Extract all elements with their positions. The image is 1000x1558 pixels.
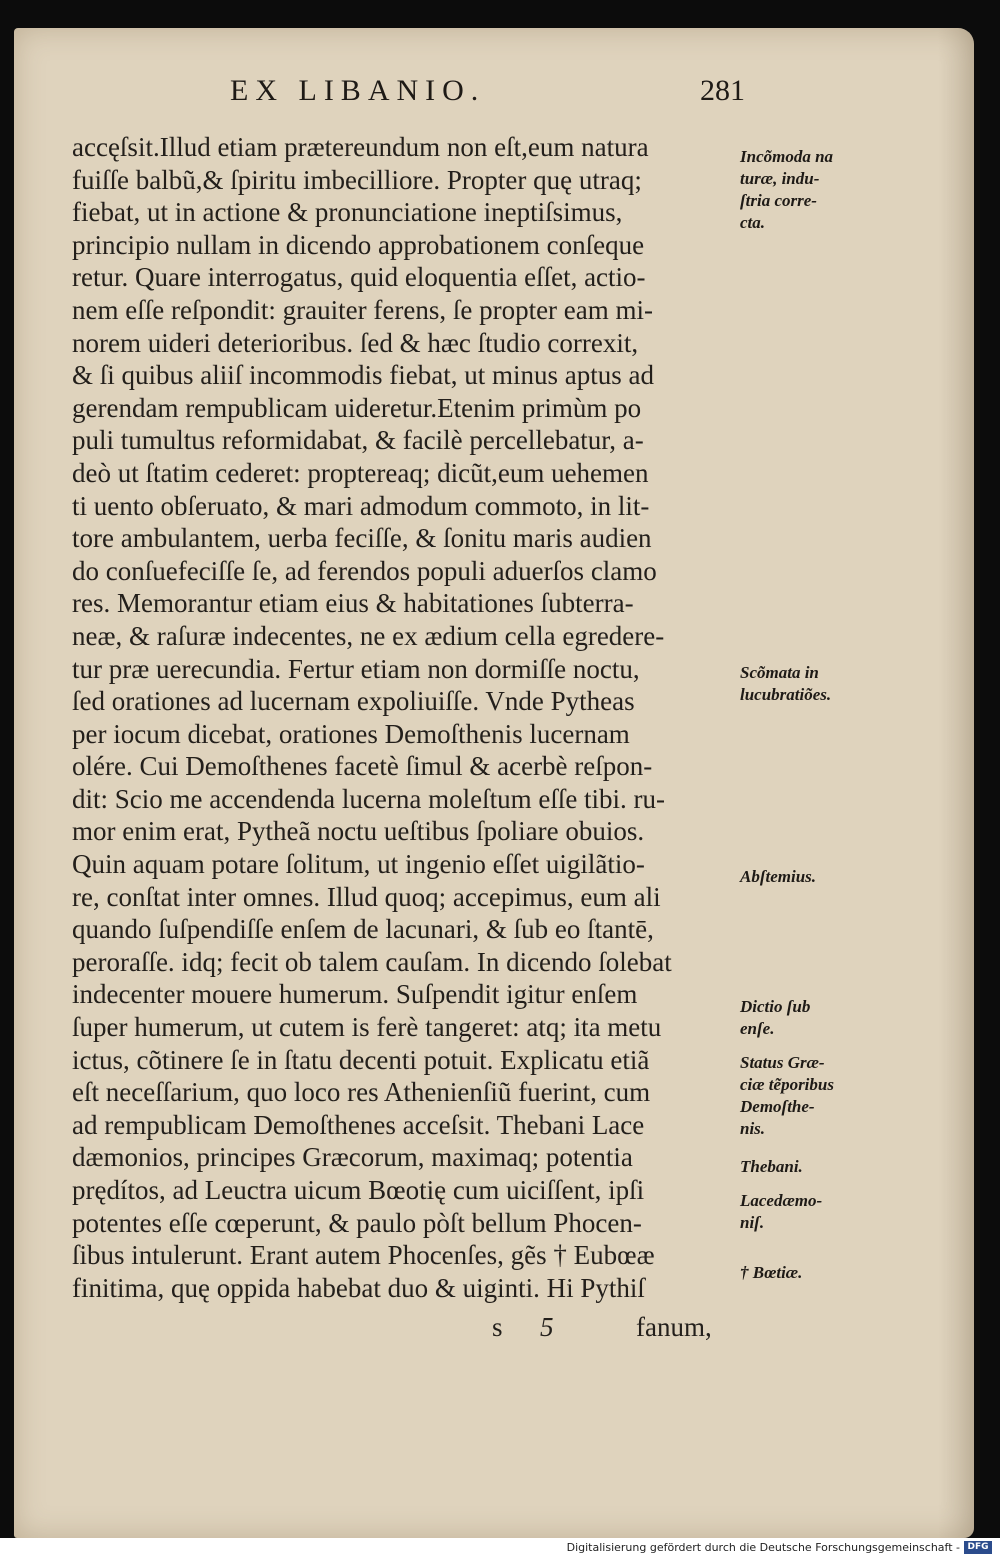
margin-note-line: niſ.: [740, 1213, 765, 1232]
text-line: principio nullam in dicendo approbationem conſeque: [72, 229, 645, 260]
text-line: tore ambulantem, uerba feciſſe, & ſonitu maris audien: [72, 523, 652, 554]
margin-note: [740, 866, 870, 888]
text-line: Quin aquam potare ſolitum, ut ingenio eſſet uigilãtio-: [72, 849, 645, 880]
margin-note-line: enſe.: [740, 1019, 775, 1038]
margin-note-line: Thebani.: [740, 1157, 803, 1176]
margin-note-line: ciæ tẽporibus: [740, 1075, 834, 1094]
margin-note-line: cta.: [740, 213, 766, 232]
catchword-line: [0, 1312, 1000, 1346]
text-line: ſibus intulerunt. Erant autem Phocenſes, gẽs † Eubœæ: [72, 1240, 655, 1271]
text-line: indecenter mouere humerum. Suſpendit igitur enſem: [72, 979, 638, 1010]
text-line: tur præ uerecundia. Fertur etiam non dormiſſe noctu,: [72, 653, 640, 684]
margin-note: [740, 662, 870, 706]
text-line: olére. Cui Demoſthenes facetè ſimul & acerbè reſpon-: [72, 751, 653, 782]
text-line: potentes eſſe cœperunt, & paulo pòſt bellum Phocen-: [72, 1207, 642, 1238]
margin-note-line: Dictio ſub: [740, 997, 811, 1016]
page-number: 281: [700, 74, 745, 107]
running-title: EX LIBANIO.: [230, 74, 486, 107]
text-line: eſt neceſſarium, quo loco res Athenienſiũ fuerint, cum: [72, 1077, 651, 1108]
text-line: ictus, cõtinere ſe in ſtatu decenti potuit. Explicatu etiã: [72, 1044, 650, 1075]
text-line: neæ, & raſuræ indecentes, ne ex ædium cella egredere-: [72, 620, 665, 651]
text-line: fiebat, ut in actione & pronunciatione ineptiſsimus,: [72, 197, 623, 228]
text-line: ſuper humerum, ut cutem is ferè tangeret: atq; ita metu: [72, 1012, 662, 1043]
margin-note-line: Status Græ-: [740, 1053, 825, 1072]
text-line: re, conſtat inter omnes. Illud quoq; accepimus, eum ali: [72, 881, 661, 912]
text-line: res. Memorantur etiam eius & habitationes ſubterra-: [72, 588, 634, 619]
text-line: quando ſuſpendiſſe enſem de lacunari, & ſub eo ſtantē,: [72, 914, 654, 945]
text-line: prędítos, ad Leuctra uicum Bœotię cum uiciſſent, ipſi: [72, 1175, 645, 1205]
margin-note-line: ſtria corre-: [740, 191, 817, 210]
text-line: ſed orationes ad lucernam expoliuiſſe. Vnde Pytheas: [72, 686, 635, 717]
text-line: & ſi quibus aliiſ incommodis fiebat, ut minus aptus ad: [72, 360, 654, 391]
margin-note-line: Scõmata in: [740, 663, 819, 682]
footer-bar: [0, 1538, 1000, 1558]
margin-note-line: turæ, indu-: [740, 169, 820, 188]
text-line: ti uento obſeruato, & mari admodum commoto, in lit-: [72, 490, 650, 521]
margin-note-line: Lacedæmo-: [740, 1191, 823, 1210]
text-line: dit: Scio me accendenda lucerna moleſtum eſſe tibi. ru-: [72, 783, 666, 814]
text-line: finitima, quę oppida habebat duo & uiginti. Hi Pythiſ: [72, 1272, 645, 1303]
margin-note: [740, 1156, 870, 1178]
margin-note-line: nis.: [740, 1119, 766, 1138]
catchword: fanum,: [636, 1312, 712, 1342]
margin-note-line: † Bœtiæ.: [740, 1263, 803, 1282]
margin-note: [740, 996, 870, 1040]
text-line: fuiſſe balbũ,& ſpiritu imbecilliore. Propter quę utraq;: [72, 164, 642, 195]
signature-number: 5: [540, 1312, 554, 1342]
text-line: peroraſſe. idq; fecit ob talem cauſam. In dicendo ſolebat: [72, 946, 672, 977]
text-line: puli tumultus reformidabat, & facilè percellebatur, a-: [72, 425, 644, 456]
text-line: per iocum dicebat, orationes Demoſthenis lucernam: [72, 718, 630, 749]
margin-note-line: Incõmoda na: [740, 147, 834, 166]
margin-note: [740, 1262, 870, 1284]
body-text: [72, 131, 742, 1304]
running-head: [0, 74, 1000, 114]
text-line: norem uideri deterioribus. ſed & hæc ſtudio correxit,: [72, 327, 639, 358]
funding-credit: Digitalisierung gefördert durch die Deutsche Forschungsgemeinschaft -: [566, 1541, 960, 1554]
margin-note: [740, 1190, 870, 1234]
text-line: deò ut ſtatim cederet: proptereaq; dicũt,eum uehemen: [72, 457, 649, 488]
margin-note-line: lucubratiões.: [740, 685, 832, 704]
text-line: accęſsit.Illud etiam prætereundum non eſt,eum natura: [72, 132, 649, 162]
margin-note-line: Abſtemius.: [740, 867, 817, 886]
text-line: mor enim erat, Pytheã noctu ueſtibus ſpoliare obuios.: [72, 816, 645, 847]
text-line: gerendam rempublicam uideretur.Etenim primùm po: [72, 392, 642, 423]
text-line: dæmonios, principes Græcorum, maximaq; potentia: [72, 1142, 633, 1173]
text-line: ad rempublicam Demoſthenes acceſsit. Thebani Lace: [72, 1109, 645, 1140]
text-line: do conſuefeciſſe ſe, ad ferendos populi aduerſos clamo: [72, 555, 657, 586]
margin-note: [740, 146, 870, 234]
dfg-logo: DFG: [964, 1541, 992, 1554]
signature-mark: s: [492, 1312, 503, 1342]
margin-note-line: Demoſthe-: [740, 1097, 815, 1116]
text-line: retur. Quare interrogatus, quid eloquentia eſſet, actio-: [72, 262, 646, 293]
text-line: nem eſſe reſpondit: grauiter ferens, ſe propter eam mi-: [72, 294, 654, 325]
margin-note: [740, 1052, 870, 1140]
